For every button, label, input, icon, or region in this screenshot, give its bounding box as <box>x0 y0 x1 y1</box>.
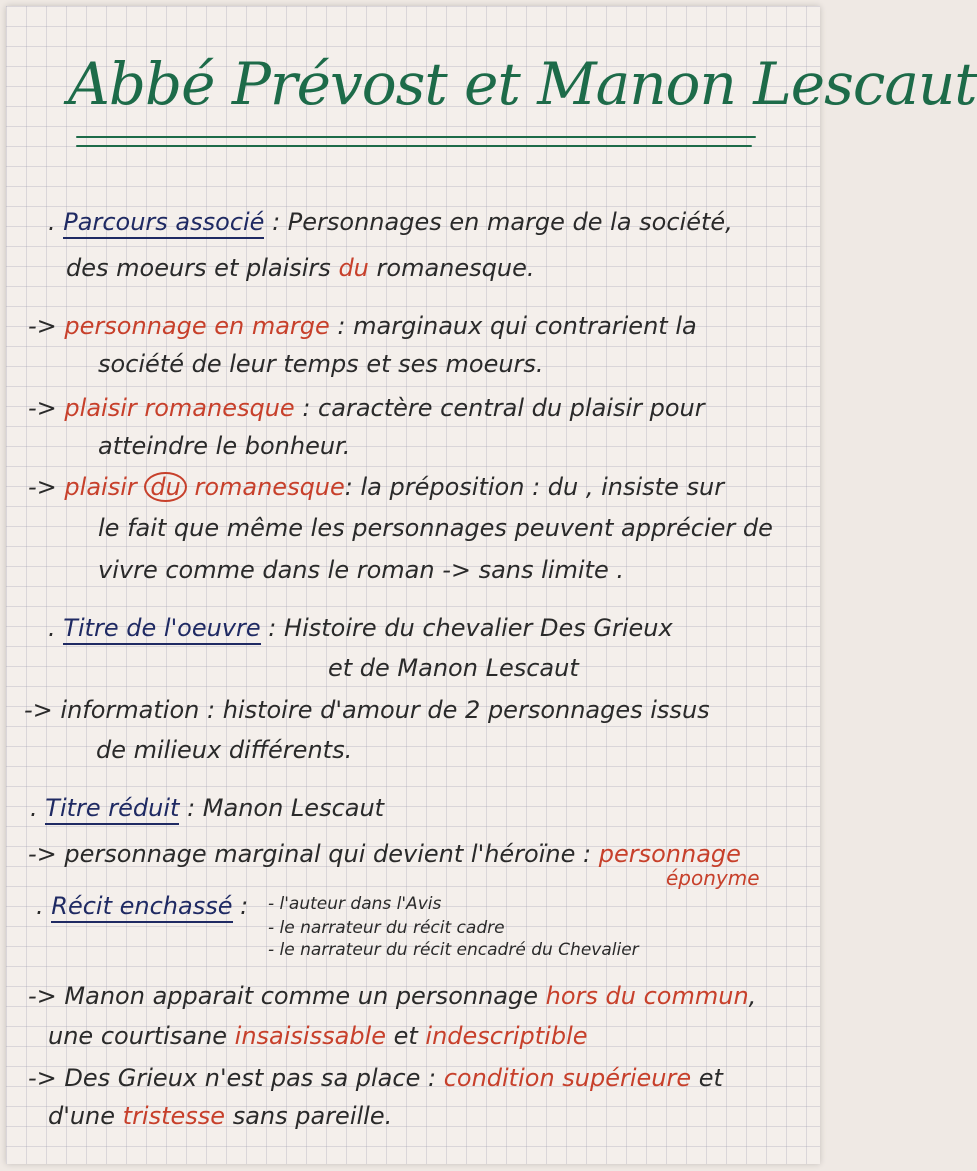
marginal-text: personnage marginal qui devient l'héroïne : <box>64 840 599 868</box>
information-line-1 <box>24 696 710 724</box>
point-du-line-1 <box>28 472 724 502</box>
point-marge-text-1: : marginaux qui contrarient la <box>329 312 697 340</box>
point-marge-text-2: société de leur temps et ses moeurs. <box>98 350 544 378</box>
marginal-red-2: éponyme <box>666 866 760 890</box>
recit-item-2: - le narrateur du récit cadre <box>268 918 505 938</box>
point-marge-line-2 <box>98 350 544 378</box>
manon-line-2 <box>48 1022 588 1050</box>
parcours-line-2 <box>66 254 534 282</box>
information-line-2 <box>96 736 352 764</box>
point-du-term-a: plaisir <box>64 473 145 501</box>
titre-oeuvre-line-1 <box>48 614 673 642</box>
titre-reduit-heading: Titre réduit <box>45 794 179 825</box>
recit-heading-line <box>36 892 248 920</box>
arrow: -> <box>28 312 57 340</box>
bullet: . <box>48 614 56 642</box>
desgrieux-text-c: et <box>691 1064 723 1092</box>
marginal-line <box>28 840 741 868</box>
manon-text-g: indescriptible <box>425 1022 588 1050</box>
desgrieux-text-b: condition supérieure <box>443 1064 692 1092</box>
parcours-text-2c: romanesque. <box>368 254 535 282</box>
arrow: -> <box>28 840 57 868</box>
titre-oeuvre-heading: Titre de l'oeuvre <box>63 614 260 645</box>
information-text-1: information : histoire d'amour de 2 personnages issus <box>60 696 710 724</box>
arrow: -> <box>28 1064 57 1092</box>
bullet: . <box>36 892 44 920</box>
point-plaisir-text-1: : caractère central du plaisir pour <box>294 394 705 422</box>
point-du-text-1: : la préposition : du , insiste sur <box>344 473 725 501</box>
marginal-red-1: personnage <box>598 840 741 868</box>
parcours-heading: Parcours associé <box>63 208 264 239</box>
title-underline-2 <box>76 145 752 147</box>
point-du-line-3 <box>98 556 624 584</box>
point-plaisir-line-2 <box>98 432 350 460</box>
bullet: . <box>30 794 38 822</box>
recit-heading: Récit enchassé <box>51 892 232 923</box>
separator: : <box>232 892 249 920</box>
manon-text-e: insaisissable <box>234 1022 386 1050</box>
page-title: Abbé Prévost et Manon Lescaut <box>68 50 977 118</box>
parcours-text-1: Personnages en marge de la société, <box>287 208 733 236</box>
manon-text-a: Manon apparait comme un personnage <box>64 982 546 1010</box>
manon-line-1 <box>28 982 756 1010</box>
parcours-text-2a: des moeurs et plaisirs <box>66 254 339 282</box>
manon-text-b: hors du commun <box>545 982 749 1010</box>
arrow: -> <box>28 473 57 501</box>
desgrieux-line-2 <box>48 1102 392 1130</box>
point-plaisir-term: plaisir romanesque <box>64 394 295 422</box>
titre-reduit-line <box>30 794 384 822</box>
desgrieux-text-d: d'une <box>48 1102 123 1130</box>
title-underline-1 <box>76 136 756 138</box>
point-du-line-2 <box>98 514 773 542</box>
titre-oeuvre-text-1: Histoire du chevalier Des Grieux <box>284 614 673 642</box>
manon-text-f: et <box>385 1022 426 1050</box>
point-plaisir-line-1 <box>28 394 705 422</box>
notebook-page <box>6 6 977 1164</box>
titre-oeuvre-line-2 <box>328 654 579 682</box>
titre-reduit-value: : Manon Lescaut <box>179 794 385 822</box>
parcours-line-1 <box>48 208 733 236</box>
manon-text-d: une courtisane <box>48 1022 235 1050</box>
point-plaisir-text-2: atteindre le bonheur. <box>98 432 351 460</box>
recit-item-1: - l'auteur dans l'Avis <box>268 894 442 914</box>
point-du-term-b: romanesque <box>186 473 345 501</box>
desgrieux-line-1 <box>28 1064 723 1092</box>
desgrieux-text-f: sans pareille. <box>225 1102 393 1130</box>
arrow: -> <box>24 696 53 724</box>
separator: : <box>260 614 285 642</box>
recit-item-3: - le narrateur du récit encadré du Chevalier <box>268 940 639 960</box>
arrow: -> <box>28 982 57 1010</box>
arrow: -> <box>28 394 57 422</box>
point-du-text-3: vivre comme dans le roman -> sans limite . <box>98 556 624 584</box>
desgrieux-text-a: Des Grieux n'est pas sa place : <box>64 1064 444 1092</box>
point-marge-term: personnage en marge <box>64 312 330 340</box>
point-marge-line-1 <box>28 312 697 340</box>
bullet: . <box>48 208 56 236</box>
information-text-2: de milieux différents. <box>96 736 353 764</box>
desgrieux-text-e: tristesse <box>122 1102 226 1130</box>
point-du-circled-word: du <box>144 472 186 502</box>
manon-text-c: , <box>748 982 757 1010</box>
point-du-text-2: le fait que même les personnages peuvent apprécier de <box>98 514 773 542</box>
titre-oeuvre-text-2: et de Manon Lescaut <box>328 654 579 682</box>
parcours-text-2b: du <box>338 254 369 282</box>
separator: : <box>264 208 288 236</box>
